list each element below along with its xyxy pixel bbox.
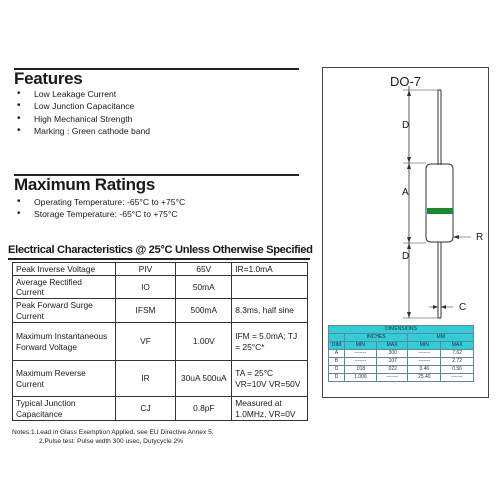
feature-item: • Low Leakage Current [14,88,150,100]
dim-label-c: C [459,302,467,313]
notes [12,428,214,446]
feature-item: • Marking : Green cathode band [14,125,150,137]
dimensions-min-header: MIN [344,342,376,350]
note-line: 2.Pulse test: Pulse width 300 usec, Dutycycle 2% [39,438,184,445]
param-name: Average Rectified Current [13,276,116,299]
param-name: Typical Junction Capacitance [13,397,116,421]
table-row [13,263,308,276]
param-symbol: IO [115,276,176,299]
param-condition: IFM = 5.0mA; TJ = 25°C* [232,323,308,361]
note-line: Notes:1.Lead in Glass Exemption Applied, see EU Directive Annex 5. [12,429,214,436]
dim-label-d-bottom: D [402,251,410,262]
param-value: 0.8pF [176,397,232,421]
table-row [13,276,308,299]
param-condition: 8.3ms, half sine [232,299,308,323]
param-name: Maximum Reverse Current [13,361,116,397]
features-list [14,88,150,137]
param-value: 65V [176,263,232,276]
table-row [13,299,308,323]
table-row [13,361,308,397]
dimensions-title: DIMENSIONS [329,326,474,334]
param-symbol: IFSM [115,299,176,323]
package-title: DO-7 [389,74,422,89]
package-panel [322,67,489,398]
dimensions-max-header: MAX [441,342,474,350]
table-row [13,397,308,421]
dim-label-r: R [476,232,484,243]
dimensions-inches-header: INCHES [344,334,408,342]
dimensions-dim-header: DIM [329,342,345,350]
param-name: Peak Forward Surge Current [13,299,116,323]
param-symbol: CJ [115,397,176,421]
dimensions-row: D 1.000 ------- 25.40 ------- [329,374,474,382]
param-condition [232,276,308,299]
param-value: 30uA 500uA [176,361,232,397]
operating-temperature: • Operating Temperature: -65°C to +75°C [14,196,185,208]
table-row [13,323,308,361]
dimensions-table [328,325,474,382]
param-condition: Measured at 1.0MHz, VR=0V [232,397,308,421]
electrical-table [12,262,308,421]
dimensions-row: B ------- .107 ------- 2.72 [329,358,474,366]
param-value: 50mA [176,276,232,299]
cathode-band [427,208,453,214]
dimensions-max-header: MAX [376,342,408,350]
param-symbol: PIV [115,263,176,276]
dim-label-d-top: D [402,120,410,131]
dimensions-min-header: MIN [408,342,441,350]
ratings-heading: Maximum Ratings [14,175,155,194]
param-value: 500mA [176,299,232,323]
param-name: Peak Inverse Voltage [13,263,116,276]
ratings-list [14,196,185,221]
param-condition: TA = 25°C VR=10V VR=50V [232,361,308,397]
param-symbol: IR [115,361,176,397]
electrical-heading-underline [8,258,310,260]
feature-item: • High Mechanical Strength [14,113,150,125]
electrical-heading: Electrical Characteristics @ 25°C Unless Otherwise Specified [8,244,313,256]
dimensions-mm-header: MM [408,334,474,342]
dimensions-row: C .018 .022 0.46 0.56 [329,366,474,374]
dim-label-a: A [402,187,409,198]
storage-temperature: • Storage Temperature: -65°C to +75°C [14,208,185,220]
param-value: 1.00V [176,323,232,361]
feature-item: • Low Junction Capacitance [14,100,150,112]
param-symbol: VF [115,323,176,361]
features-heading: Features [14,69,83,88]
param-condition: IR=1.0mA [232,263,308,276]
param-name: Maximum Instantaneous Forward Voltage [13,323,116,361]
dimensions-row: A ------- .300 ------- 7.62 [329,350,474,358]
